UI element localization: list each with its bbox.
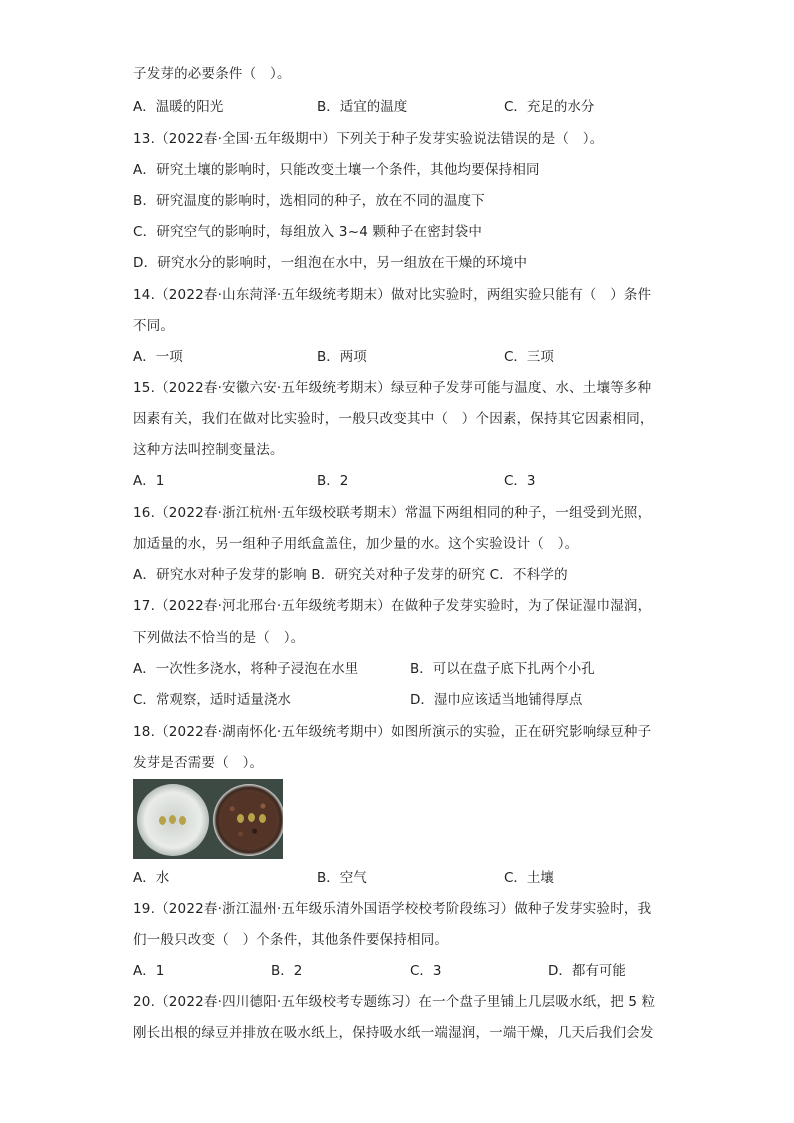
question-20: 20.（2022春·四川德阳·五年级校考专题练习）在一个盘子里铺上几层吸水纸，把 5 粒	[133, 994, 656, 1010]
q14-option-b: B．两项	[317, 349, 367, 365]
question-14-cont: 不同。	[133, 318, 175, 334]
bean	[259, 814, 266, 823]
q15-option-c: C．3	[504, 473, 536, 489]
question-17-cont: 下列做法不恰当的是（ ）。	[133, 630, 305, 646]
q18-option-c: C．土壤	[504, 870, 554, 886]
question-13: 13.（2022春·全国·五年级期中）下列关于种子发芽实验说法错误的是（ ）。	[133, 131, 604, 147]
q17-option-b: B．可以在盘子底下扎两个小孔	[410, 661, 595, 677]
q13-option-a: A．研究土壤的影响时，只能改变土壤一个条件，其他均要保持相同	[133, 162, 540, 178]
q14-option-c: C．三项	[504, 349, 554, 365]
q13-option-d: D．研究水分的影响时，一组泡在水中，另一组放在干燥的环境中	[133, 255, 528, 271]
q19-option-d: D．都有可能	[548, 963, 626, 979]
q18-option-b: B．空气	[317, 870, 367, 886]
question-18: 18.（2022春·湖南怀化·五年级统考期中）如图所演示的实验，正在研究影响绿豆种子	[133, 724, 652, 740]
bean	[169, 815, 176, 824]
question-19: 19.（2022春·浙江温州·五年级乐清外国语学校校考阶段练习）做种子发芽实验时，我	[133, 901, 652, 917]
q15-option-a: A．1	[133, 473, 165, 489]
q12-option-a: A．温暖的阳光	[133, 99, 224, 115]
q12-option-c: C．充足的水分	[504, 99, 595, 115]
question-15-cont2: 这种方法叫控制变量法。	[133, 442, 284, 458]
q17-option-a: A．一次性多浇水，将种子浸泡在水里	[133, 661, 359, 677]
bean	[159, 816, 166, 825]
bean	[237, 814, 244, 823]
q17-option-c: C．常观察，适时适量浇水	[133, 692, 291, 708]
q16-options: A．研究水对种子发芽的影响 B．研究关对种子发芽的研究 C．不科学的	[133, 567, 568, 583]
q13-option-b: B．研究温度的影响时，选相同的种子，放在不同的温度下	[133, 193, 485, 209]
question-15-cont1: 因素有关，我们在做对比实验时，一般只改变其中（ ）个因素，保持其它因素相同，	[133, 411, 654, 427]
q17-option-d: D．湿巾应该适当地铺得厚点	[410, 692, 583, 708]
q12-option-b: B．适宜的温度	[317, 99, 408, 115]
q13-option-c: C．研究空气的影响时，每组放入 3~4 颗种子在密封袋中	[133, 224, 483, 240]
bean	[248, 813, 255, 822]
question-15: 15.（2022春·安徽六安·五年级统考期末）绿豆种子发芽可能与温度、水、土壤等多种	[133, 380, 652, 396]
q19-option-c: C．3	[410, 963, 442, 979]
question-17: 17.（2022春·河北邢台·五年级统考期末）在做种子发芽实验时，为了保证湿巾湿润，	[133, 598, 652, 614]
question-20-cont: 刚长出根的绿豆并排放在吸水纸上，保持吸水纸一端湿润，一端干燥，几天后我们会发	[133, 1025, 654, 1041]
question-18-cont: 发芽是否需要（ ）。	[133, 755, 264, 771]
question-12-tail: 子发芽的必要条件（ ）。	[133, 66, 291, 82]
seed-experiment-photo	[133, 779, 283, 859]
question-19-cont: 们一般只改变（ ）个条件，其他条件要保持相同。	[133, 932, 449, 948]
q19-option-a: A．1	[133, 963, 165, 979]
q19-option-b: B．2	[271, 963, 303, 979]
bean	[179, 816, 186, 825]
question-14: 14.（2022春·山东菏泽·五年级统考期末）做对比实验时，两组实验只能有（ ）条件	[133, 287, 652, 303]
q18-option-a: A．水	[133, 870, 170, 886]
q15-option-b: B．2	[317, 473, 349, 489]
question-16: 16.（2022春·浙江杭州·五年级校联考期末）常温下两组相同的种子，一组受到光照，	[133, 505, 652, 521]
question-16-cont: 加适量的水，另一组种子用纸盒盖住，加少量的水。这个实验设计（ ）。	[133, 536, 579, 552]
q14-option-a: A．一项	[133, 349, 183, 365]
